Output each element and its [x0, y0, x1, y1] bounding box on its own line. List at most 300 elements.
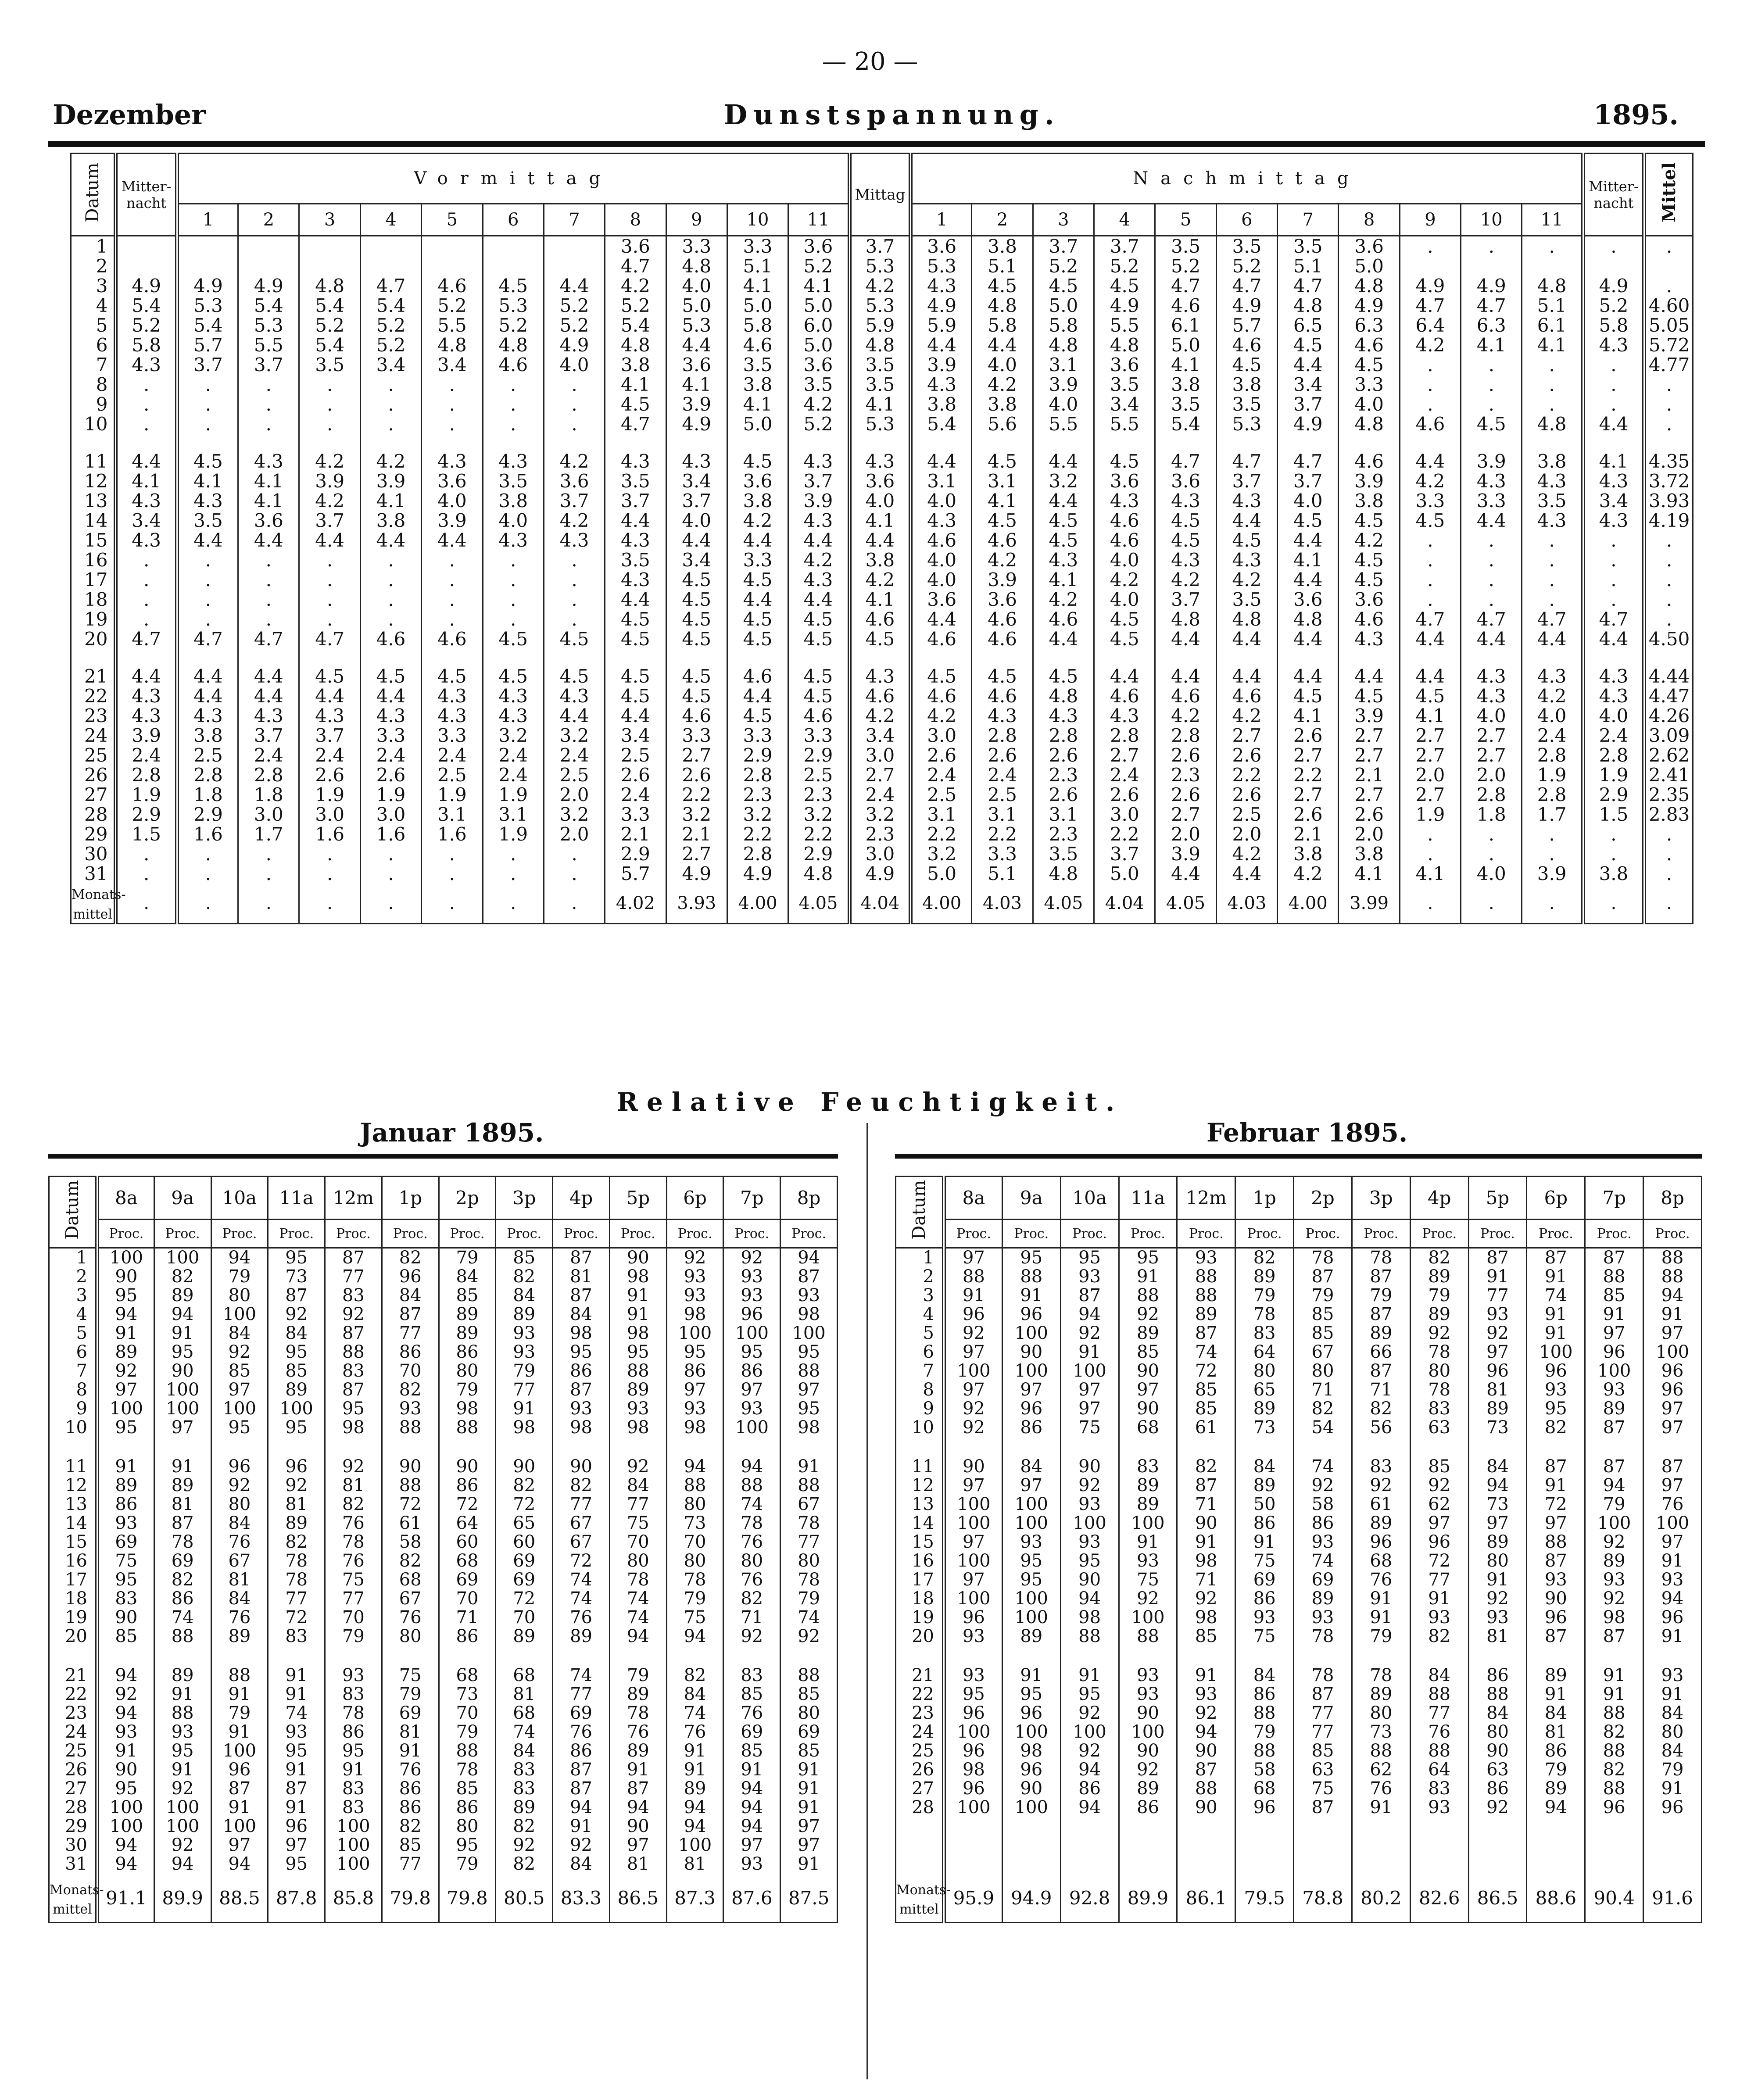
value-cell: 3.9 [1339, 706, 1400, 726]
value-cell: 3.0 [849, 844, 910, 864]
value-cell: 100 [1643, 1343, 1702, 1362]
value-cell [1410, 1817, 1468, 1836]
value-cell: . [116, 394, 177, 414]
value-cell: 77 [382, 1855, 439, 1874]
value-cell: 88 [382, 1418, 439, 1437]
value-cell: 80 [1468, 1723, 1527, 1742]
value-cell: 4.8 [1033, 335, 1094, 355]
value-cell: 75 [666, 1608, 723, 1627]
value-cell: 4.5 [727, 706, 788, 726]
value-cell: 2.83 [1644, 805, 1693, 824]
value-cell: 100 [1002, 1589, 1060, 1608]
value-cell: 89 [1352, 1324, 1410, 1343]
value-cell: 3.6 [544, 471, 605, 491]
value-cell: 3.8 [605, 355, 666, 375]
value-cell: 3.7 [1155, 590, 1216, 609]
value-cell: 3.9 [116, 726, 177, 745]
value-cell: 90 [1527, 1589, 1585, 1608]
value-cell: . [483, 844, 544, 864]
value-cell: 97 [1643, 1533, 1702, 1552]
value-cell: 91 [1643, 1627, 1702, 1646]
monatsmittel-cell: 90.4 [1585, 1874, 1643, 1923]
value-cell: 76 [723, 1571, 780, 1589]
datum-cell: 23 [71, 706, 116, 726]
value-cell: 95 [211, 1418, 268, 1437]
value-cell: 4.9 [544, 335, 605, 355]
value-cell: 4.9 [177, 276, 238, 296]
value-cell: 93 [1177, 1248, 1235, 1268]
proc-unit-label: Proc. [382, 1220, 439, 1248]
table-row [71, 726, 1693, 745]
value-cell: 97 [780, 1836, 838, 1855]
datum-cell: 20 [49, 1627, 97, 1646]
value-cell: 89 [1527, 1666, 1585, 1685]
value-cell: 5.6 [972, 414, 1033, 434]
value-cell: 89 [496, 1305, 553, 1324]
value-cell: 88 [1352, 1742, 1410, 1760]
value-cell: 83 [1235, 1324, 1294, 1343]
value-cell: 71 [1294, 1381, 1352, 1399]
value-cell: 2.6 [911, 745, 972, 765]
value-cell: 100 [723, 1324, 780, 1343]
value-cell: 5.7 [605, 864, 666, 884]
monatsmittel-cell: . [299, 884, 360, 924]
value-cell: 78 [609, 1571, 666, 1589]
value-cell: 86 [382, 1779, 439, 1798]
value-cell: 2.2 [1216, 765, 1277, 785]
value-cell: 4.2 [1522, 686, 1583, 706]
value-cell: 2.0 [1216, 824, 1277, 844]
proc-unit-label: Proc. [97, 1220, 154, 1248]
value-cell: 4.8 [972, 296, 1033, 315]
value-cell: 90 [97, 1760, 154, 1779]
value-cell: 98 [780, 1305, 838, 1324]
value-cell: 4.4 [1583, 629, 1644, 649]
nachmittag-hour-7: 7 [1278, 204, 1339, 236]
value-cell: 3.7 [238, 726, 299, 745]
value-cell: 3.7 [788, 471, 849, 491]
value-cell: 96 [1527, 1608, 1585, 1627]
value-cell: 3.2 [544, 805, 605, 824]
value-cell: 81 [609, 1855, 666, 1874]
monatsmittel-label: Monats-mittel [49, 1874, 97, 1923]
value-cell: 3.5 [299, 355, 360, 375]
value-cell: 4.8 [1278, 296, 1339, 315]
value-cell: 4.4 [605, 706, 666, 726]
value-cell [299, 236, 360, 257]
monatsmittel-cell: 79.8 [382, 1874, 439, 1923]
value-cell: 3.3 [972, 844, 1033, 864]
datum-cell: 23 [49, 1704, 97, 1723]
value-cell: 1.6 [360, 824, 421, 844]
value-cell: 4.6 [727, 666, 788, 686]
value-cell: . [1583, 355, 1644, 375]
value-cell: 6.1 [1155, 315, 1216, 335]
value-cell: 75 [609, 1514, 666, 1533]
value-cell: 93 [97, 1514, 154, 1533]
value-cell: 2.7 [1461, 745, 1522, 765]
value-cell: 4.1 [666, 375, 727, 394]
value-cell: 95 [1119, 1248, 1177, 1268]
table-row [49, 1798, 838, 1817]
value-cell: 4.3 [1339, 629, 1400, 649]
value-cell: 3.5 [1278, 236, 1339, 257]
value-cell: 89 [1119, 1495, 1177, 1514]
value-cell: 4.3 [1033, 550, 1094, 570]
value-cell: 4.5 [1339, 686, 1400, 706]
value-cell: . [483, 864, 544, 884]
value-cell: 91 [609, 1305, 666, 1324]
value-cell: . [422, 844, 483, 864]
value-cell: 64 [439, 1514, 496, 1533]
value-cell: . [422, 550, 483, 570]
value-cell: 3.5 [1522, 491, 1583, 511]
value-cell: 93 [1119, 1552, 1177, 1571]
hour-header-1p: 1p [1235, 1177, 1294, 1220]
value-cell: 91 [780, 1457, 838, 1476]
value-cell: 88 [780, 1666, 838, 1685]
value-cell: 100 [325, 1855, 382, 1874]
value-cell: 97 [154, 1418, 211, 1437]
value-cell: 2.3 [1033, 765, 1094, 785]
value-cell: 78 [1294, 1666, 1352, 1685]
value-cell: 5.4 [605, 315, 666, 335]
datum-cell: 22 [896, 1685, 944, 1704]
value-cell: 91 [1235, 1533, 1294, 1552]
value-cell: 5.2 [360, 315, 421, 335]
value-cell: 89 [1585, 1552, 1643, 1571]
value-cell: 86 [1468, 1666, 1527, 1685]
value-cell: 2.6 [1339, 805, 1400, 824]
value-cell: 92 [1060, 1476, 1119, 1495]
value-cell: 89 [268, 1514, 325, 1533]
value-cell: 67 [1294, 1343, 1352, 1362]
value-cell: 96 [1002, 1399, 1060, 1418]
value-cell: 95 [97, 1286, 154, 1305]
value-cell: 91 [1002, 1666, 1060, 1685]
value-cell: 4.26 [1644, 706, 1693, 726]
value-cell: 2.4 [605, 785, 666, 805]
value-cell [1235, 1817, 1294, 1836]
hour-header-9a: 9a [154, 1177, 211, 1220]
datum-cell: 9 [49, 1399, 97, 1418]
value-cell [1002, 1836, 1060, 1855]
value-cell: 90 [1002, 1343, 1060, 1362]
value-cell: 4.3 [1583, 666, 1644, 686]
value-cell: 96 [1410, 1533, 1468, 1552]
value-cell: 97 [1119, 1381, 1177, 1399]
value-cell: 80 [1235, 1362, 1294, 1381]
value-cell [1177, 1817, 1235, 1836]
value-cell: 5.2 [1033, 256, 1094, 276]
value-cell: 4.5 [1033, 511, 1094, 530]
value-cell: 76 [1352, 1571, 1410, 1589]
value-cell: 4.4 [605, 511, 666, 530]
value-cell: 1.8 [238, 785, 299, 805]
value-cell: 87 [1643, 1457, 1702, 1476]
value-cell: 4.3 [422, 706, 483, 726]
value-cell: 87 [325, 1248, 382, 1268]
datum-cell: 17 [49, 1571, 97, 1589]
value-cell: 97 [723, 1836, 780, 1855]
value-cell: 93 [1468, 1608, 1527, 1627]
value-cell: 97 [944, 1571, 1002, 1589]
value-cell: 4.2 [1155, 706, 1216, 726]
value-cell: 3.8 [360, 511, 421, 530]
value-cell: 4.9 [1583, 276, 1644, 296]
value-cell: 98 [325, 1418, 382, 1437]
value-cell: 92 [97, 1685, 154, 1704]
januar-rule [48, 1154, 838, 1159]
table-row [896, 1457, 1702, 1476]
hour-header-9a: 9a [1002, 1177, 1060, 1220]
value-cell: 4.2 [544, 511, 605, 530]
table-row [49, 1267, 838, 1286]
value-cell: 86 [1527, 1742, 1585, 1760]
value-cell: 82 [666, 1666, 723, 1685]
value-cell: 68 [1235, 1779, 1294, 1798]
value-cell [1583, 256, 1644, 276]
datum-cell: 9 [896, 1399, 944, 1418]
value-cell: 93 [1585, 1571, 1643, 1589]
table-row [49, 1723, 838, 1742]
value-cell: 4.19 [1644, 511, 1693, 530]
value-cell: 92 [666, 1248, 723, 1268]
value-cell: 84 [553, 1855, 610, 1874]
vormittag-hour-5: 5 [422, 204, 483, 236]
value-cell: 86 [154, 1589, 211, 1608]
monatsmittel-cell: 4.04 [849, 884, 910, 924]
value-cell: 2.6 [666, 765, 727, 785]
value-cell: 92 [97, 1362, 154, 1381]
value-cell: . [1644, 550, 1693, 570]
value-cell: 83 [1410, 1399, 1468, 1418]
value-cell [1177, 1855, 1235, 1874]
value-cell: 79 [1527, 1760, 1585, 1779]
value-cell: 82 [1177, 1457, 1235, 1476]
value-cell: 4.5 [1033, 666, 1094, 686]
value-cell: 2.6 [1278, 805, 1339, 824]
datum-cell: 5 [896, 1324, 944, 1343]
value-cell: 4.3 [116, 355, 177, 375]
value-cell: 77 [496, 1381, 553, 1399]
value-cell: 3.1 [483, 805, 544, 824]
value-cell: 5.5 [422, 315, 483, 335]
proc-unit-label: Proc. [1060, 1220, 1119, 1248]
value-cell: . [238, 864, 299, 884]
value-cell: 2.8 [1033, 726, 1094, 745]
monatsmittel-cell: 79.5 [1235, 1874, 1294, 1923]
value-cell: 2.7 [1339, 726, 1400, 745]
value-cell: 100 [97, 1798, 154, 1817]
value-cell: 81 [496, 1685, 553, 1704]
datum-cell: 11 [896, 1457, 944, 1476]
value-cell: 91 [1527, 1324, 1585, 1343]
value-cell: . [1400, 844, 1461, 864]
datum-cell: 21 [71, 666, 116, 686]
value-cell [1410, 1855, 1468, 1874]
value-cell: 94 [1060, 1760, 1119, 1779]
value-cell: 73 [1352, 1723, 1410, 1742]
datum-cell: 31 [71, 864, 116, 884]
datum-cell: 10 [896, 1418, 944, 1437]
value-cell: 79 [1352, 1286, 1410, 1305]
value-cell: 79 [382, 1685, 439, 1704]
value-cell: 4.5 [605, 629, 666, 649]
value-cell: 97 [1060, 1381, 1119, 1399]
value-cell: 4.8 [1339, 414, 1400, 434]
hour-header-3p: 3p [1352, 1177, 1410, 1220]
value-cell: 4.5 [1216, 530, 1277, 550]
datum-cell: 7 [71, 355, 116, 375]
value-cell: . [422, 414, 483, 434]
value-cell: 2.7 [1278, 745, 1339, 765]
value-cell: 100 [944, 1723, 1002, 1742]
value-cell: 88 [1410, 1742, 1468, 1760]
value-cell: 4.0 [1094, 590, 1155, 609]
proc-unit-label: Proc. [1468, 1220, 1527, 1248]
value-cell: 92 [325, 1457, 382, 1476]
value-cell: 4.6 [483, 355, 544, 375]
table-row [896, 1399, 1702, 1418]
value-cell: 5.0 [727, 296, 788, 315]
value-cell: 80 [780, 1704, 838, 1723]
value-cell: 4.5 [1278, 511, 1339, 530]
value-cell: 4.6 [1339, 451, 1400, 471]
value-cell: 4.5 [483, 666, 544, 686]
value-cell: 3.0 [238, 805, 299, 824]
datum-cell: 14 [71, 511, 116, 530]
value-cell: 2.6 [1033, 745, 1094, 765]
datum-cell: 16 [896, 1552, 944, 1571]
value-cell: 81 [666, 1855, 723, 1874]
value-cell: 85 [382, 1836, 439, 1855]
value-cell: . [1461, 394, 1522, 414]
value-cell: 4.3 [483, 706, 544, 726]
value-cell: 4.5 [422, 666, 483, 686]
value-cell: 69 [553, 1704, 610, 1723]
value-cell: 69 [496, 1552, 553, 1571]
value-cell: 91 [1527, 1685, 1585, 1704]
hour-header-11a: 11a [1119, 1177, 1177, 1220]
table-row [896, 1305, 1702, 1324]
value-cell: 2.3 [727, 785, 788, 805]
value-cell: 4.5 [666, 570, 727, 590]
value-cell: 4.4 [666, 530, 727, 550]
value-cell: 93 [1643, 1571, 1702, 1589]
value-cell: 98 [1177, 1608, 1235, 1627]
value-cell: 4.2 [1094, 570, 1155, 590]
value-cell: 95 [553, 1343, 610, 1362]
table-row [896, 1267, 1702, 1286]
datum-cell: 10 [71, 414, 116, 434]
value-cell: 3.0 [911, 726, 972, 745]
value-cell: 88 [1468, 1685, 1527, 1704]
datum-cell: 19 [49, 1608, 97, 1627]
monatsmittel-cell: 92.8 [1060, 1874, 1119, 1923]
value-cell: 3.8 [911, 394, 972, 414]
value-cell: 74 [553, 1571, 610, 1589]
value-cell: 88 [1410, 1685, 1468, 1704]
value-cell: 2.6 [1094, 785, 1155, 805]
value-cell: 87 [1294, 1798, 1352, 1817]
value-cell: 3.4 [666, 550, 727, 570]
value-cell: 67 [780, 1495, 838, 1514]
value-cell: 2.6 [360, 765, 421, 785]
value-cell: 4.7 [177, 629, 238, 649]
datum-cell: 5 [71, 315, 116, 335]
value-cell: 79 [666, 1589, 723, 1608]
value-cell: 76 [211, 1608, 268, 1627]
value-cell: 74 [1294, 1457, 1352, 1476]
datum-cell: 2 [71, 256, 116, 276]
value-cell: . [1583, 570, 1644, 590]
value-cell: 4.5 [605, 394, 666, 414]
monatsmittel-cell: 4.05 [788, 884, 849, 924]
value-cell: 92 [154, 1836, 211, 1855]
value-cell: 86 [1468, 1779, 1527, 1798]
value-cell: 3.6 [911, 236, 972, 257]
value-cell: 5.0 [788, 335, 849, 355]
value-cell: 77 [1294, 1704, 1352, 1723]
monatsmittel-cell: . [238, 884, 299, 924]
value-cell: 4.8 [1278, 609, 1339, 629]
datum-cell: 21 [896, 1666, 944, 1685]
value-cell: 70 [666, 1533, 723, 1552]
value-cell: 79 [439, 1855, 496, 1874]
value-cell: 78 [325, 1533, 382, 1552]
value-cell: 2.6 [972, 745, 1033, 765]
value-cell: 77 [382, 1324, 439, 1343]
value-cell: 87 [1060, 1286, 1119, 1305]
value-cell: 100 [1585, 1514, 1643, 1533]
monatsmittel-cell: 87.6 [723, 1874, 780, 1923]
value-cell: 76 [1643, 1495, 1702, 1514]
value-cell: 58 [1235, 1760, 1294, 1779]
value-cell: 91 [1643, 1552, 1702, 1571]
value-cell: 3.0 [360, 805, 421, 824]
value-cell: 65 [1235, 1381, 1294, 1399]
value-cell: 84 [211, 1324, 268, 1343]
value-cell: 4.8 [849, 335, 910, 355]
value-cell: 3.1 [972, 805, 1033, 824]
value-cell: 78 [154, 1533, 211, 1552]
value-cell: 4.60 [1644, 296, 1693, 315]
value-cell: 3.6 [1278, 590, 1339, 609]
value-cell: 4.2 [788, 550, 849, 570]
value-cell: 5.0 [1033, 296, 1094, 315]
value-cell: 77 [1410, 1571, 1468, 1589]
value-cell: 4.5 [911, 666, 972, 686]
table-row [896, 1418, 1702, 1437]
value-cell: 82 [496, 1817, 553, 1836]
value-cell: 74 [609, 1608, 666, 1627]
value-cell: 3.6 [605, 236, 666, 257]
page-number: — 20 — [822, 47, 918, 76]
value-cell: 87 [1177, 1324, 1235, 1343]
value-cell: . [1400, 394, 1461, 414]
datum-cell: 28 [71, 805, 116, 824]
value-cell: 100 [1002, 1723, 1060, 1742]
value-cell: 98 [1585, 1608, 1643, 1627]
value-cell: 94 [609, 1798, 666, 1817]
table-row [71, 335, 1693, 355]
table-row [896, 1589, 1702, 1608]
value-cell: 91 [1352, 1798, 1410, 1817]
value-cell: 3.72 [1644, 471, 1693, 491]
value-cell [1235, 1836, 1294, 1855]
datum-cell: 23 [896, 1704, 944, 1723]
